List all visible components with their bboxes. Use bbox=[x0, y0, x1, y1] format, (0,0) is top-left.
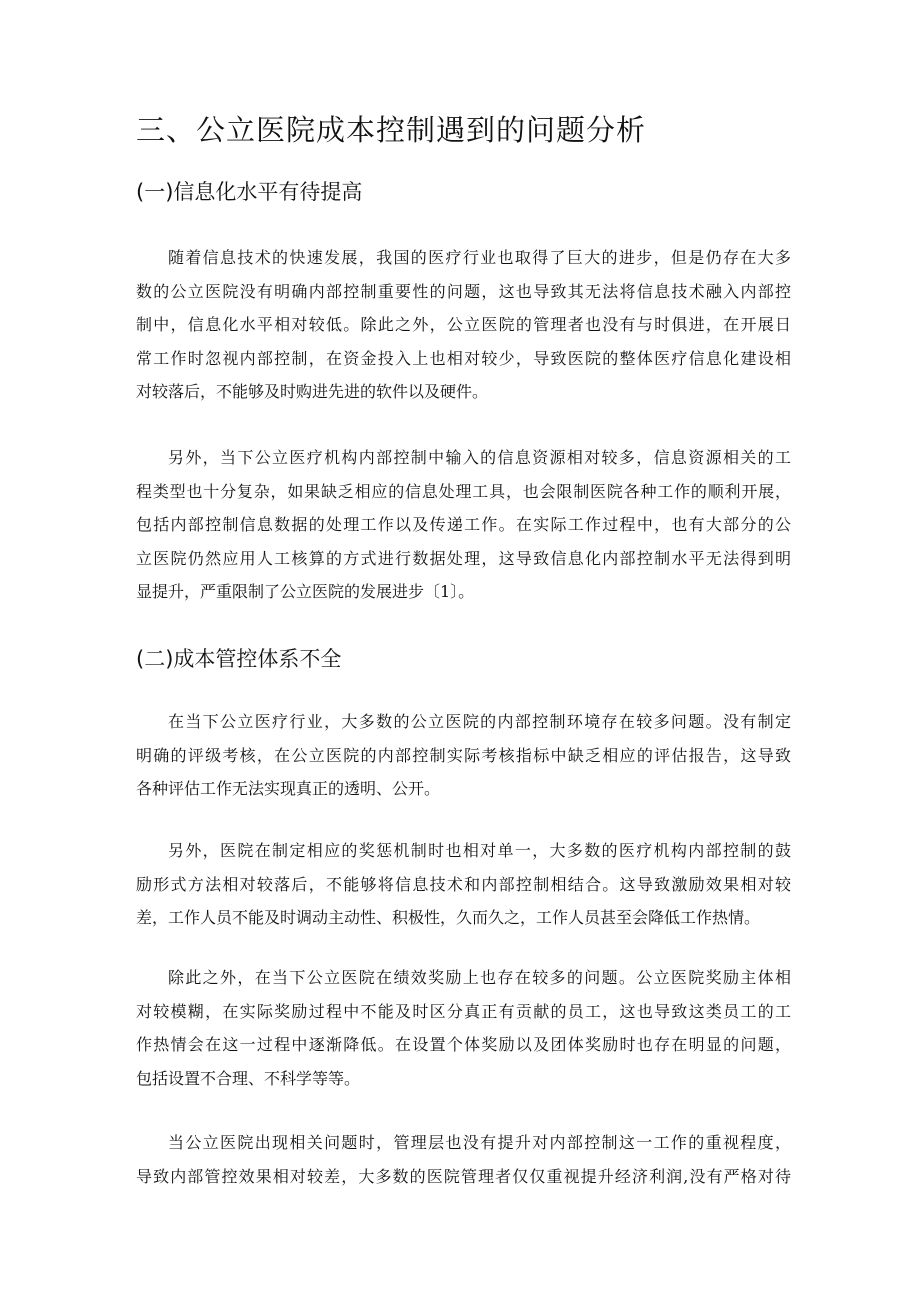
paragraph-3 bbox=[136, 705, 791, 806]
paragraph-line: 另外，当下公立医疗机构内部控制中输入的信息资源相对较多，信息资源相关的工 bbox=[168, 448, 791, 467]
section-heading-2: (二)成本管控体系不全 bbox=[136, 647, 342, 671]
paragraph-line: 对较模糊，在实际奖励过程中不能及时区分真正有贡献的员工，这也导致这类员工的工 bbox=[136, 1001, 791, 1021]
paragraph-line: 作热情会在这一过程中逐渐降低。在设置个体奖励以及团体奖励时也存在明显的问题， bbox=[136, 1035, 791, 1054]
paragraph-line: 当公立医院出现相关问题时，管理层也没有提升对内部控制这一工作的重视程度， bbox=[168, 1133, 791, 1152]
paragraph-line: 常工作时忽视内部控制，在资金投入上也相对较少，导致医院的整体医疗信息化建设相 bbox=[136, 348, 791, 368]
paragraph-line: 各种评估工作无法实现真正的透明、公开。 bbox=[136, 779, 441, 798]
paragraph-line: 数的公立医院没有明确内部控制重要性的问题，这也导致其无法将信息技术融入内部控 bbox=[136, 281, 791, 301]
paragraph-line: 包括内部控制信息数据的处理工作以及传递工作。在实际工作过程中，也有大部分的公 bbox=[136, 515, 791, 534]
section-heading-1: (一)信息化水平有待提高 bbox=[136, 180, 363, 204]
paragraph-line: 随着信息技术的快速发展，我国的医疗行业也取得了巨大的进步，但是仍存在大多 bbox=[168, 248, 791, 267]
paragraph-line: 除此之外，在当下公立医院在绩效奖励上也存在较多的问题。公立医院奖励主体相 bbox=[168, 968, 791, 987]
paragraph-line: 对较落后，不能够及时购进先进的软件以及硬件。 bbox=[136, 382, 489, 401]
paragraph-5 bbox=[136, 961, 791, 1095]
page-title: 三、公立医院成本控制遇到的问题分析 bbox=[136, 113, 647, 147]
paragraph-line: 制中，信息化水平相对较低。除此之外，公立医院的管理者也没有与时俱进，在开展日 bbox=[136, 315, 791, 334]
paragraph-line: 差，工作人员不能及时调动主动性、积极性，久而久之，工作人员甚至会降低工作热情。 bbox=[136, 908, 761, 927]
paragraph-line: 导致内部管控效果相对较差，大多数的医院管理者仅仅重视提升经济利润,没有严格对待 bbox=[136, 1166, 791, 1186]
paragraph-4 bbox=[136, 834, 791, 935]
paragraph-line: 励形式方法相对较落后，不能够将信息技术和内部控制相结合。这导致激励效果相对较 bbox=[136, 874, 791, 894]
paragraph-line: 包括设置不合理、不科学等等。 bbox=[136, 1068, 361, 1088]
paragraph-6 bbox=[136, 1126, 791, 1193]
paragraph-line: 程类型也十分复杂，如果缺乏相应的信息处理工具，也会限制医院各种工作的顺利开展， bbox=[136, 481, 791, 501]
paragraph-line: 明确的评级考核，在公立医院的内部控制实际考核指标中缺乏相应的评估报告，这导致 bbox=[136, 745, 791, 765]
paragraph-2 bbox=[136, 441, 791, 609]
paragraph-1 bbox=[136, 241, 791, 409]
paragraph-line: 另外，医院在制定相应的奖惩机制时也相对单一，大多数的医疗机构内部控制的鼓 bbox=[168, 841, 791, 860]
paragraph-line: 显提升，严重限制了公立医院的发展进步〔1〕。 bbox=[136, 582, 475, 601]
paragraph-line: 立医院仍然应用人工核算的方式进行数据处理，这导致信息化内部控制水平无法得到明 bbox=[136, 548, 791, 568]
paragraph-line: 在当下公立医疗行业，大多数的公立医院的内部控制环境存在较多问题。没有制定 bbox=[168, 712, 791, 731]
